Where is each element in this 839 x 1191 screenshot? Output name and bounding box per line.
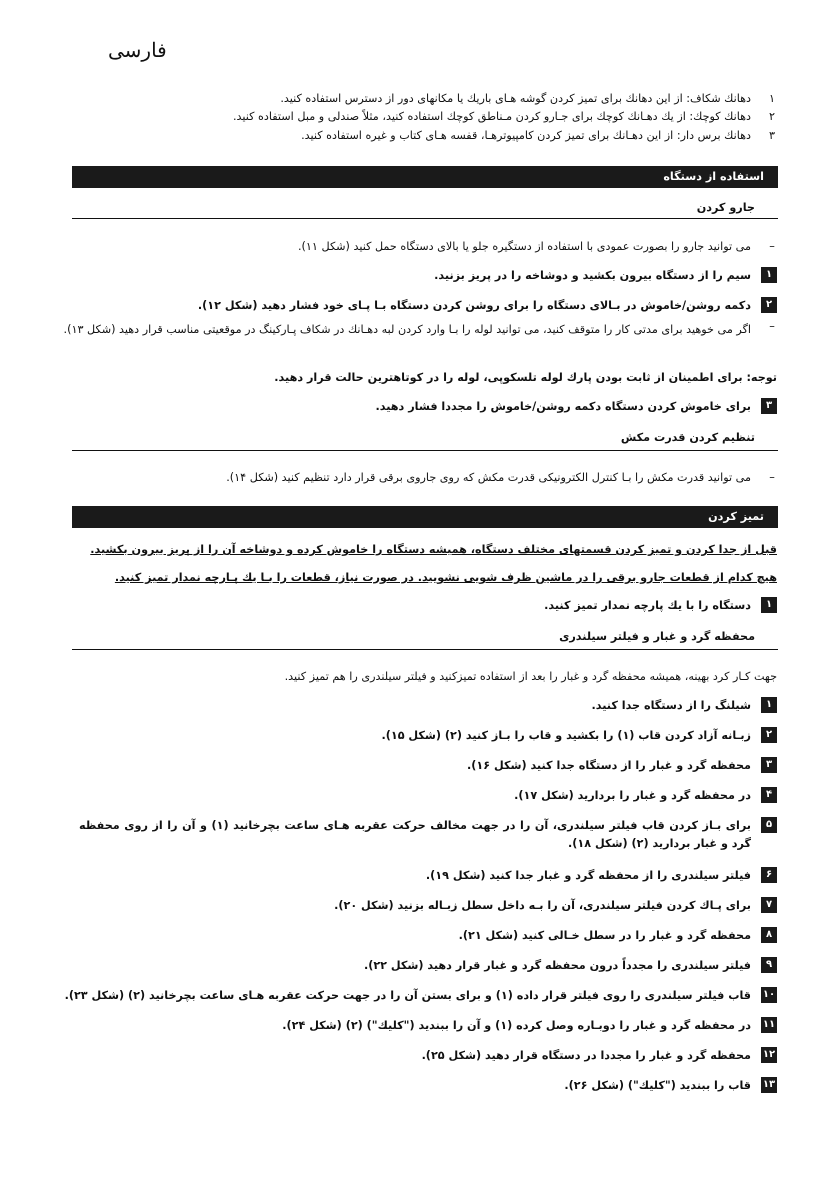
dash-marker: – xyxy=(769,320,775,333)
step-text: شیلنگ را از دستگاه جدا كنید. xyxy=(591,699,751,712)
step-text: در محفظه گرد و غبار را بردارید (شكل ۱۷). xyxy=(514,789,751,802)
step-number: ۱۱ xyxy=(761,1017,777,1033)
dash-marker: – xyxy=(769,471,775,484)
step-number: ۱۲ xyxy=(761,1047,777,1063)
step-text: فیلتر سیلندری را از محفظه گرد و غبار جدا كنید (شكل ۱۹). xyxy=(425,869,751,882)
section-title: تمیز کردن xyxy=(708,510,764,523)
section-title: استفاده از دستگاه xyxy=(663,170,764,183)
step-text: فیلتر سیلندری را مجدداً درون محفظه گرد و غبار قرار دهید (شكل ۲۲). xyxy=(363,959,751,972)
warning-text: هیچ کدام از قطعات جارو برقی را در ماشین ظرف شویی نشویید. در صورت نیاز، قطعات را بـا یك پـارچه نمدار تمیز كنید. xyxy=(114,571,777,584)
divider xyxy=(72,450,778,451)
list-marker: ۱ xyxy=(768,92,775,105)
step-text: قاب را ببندید ("كلیك") (شكل ۲۶). xyxy=(564,1079,751,1092)
subsection-title: محفظه گرد و غبار و فیلتر سیلندری xyxy=(559,630,755,643)
list-item: دهانك شكاف: از این دهانك برای تمیز كردن گوشه هـای باریك یا مكانهای دور از دسترس استفاده كنید. xyxy=(280,92,751,105)
step-number: ۲ xyxy=(761,297,777,313)
note-text: توجه: برای اطمینان از ثابت بودن پارك لوله تلسكوپی، لوله را در كوتاهترین حالت قرار دهید. xyxy=(274,371,777,384)
bullet-text: می توانید جارو را بصورت عمودی با استفاده از دستگیره جلو یا بالای دستگاه حمل كنید (شكل ۱۱). xyxy=(298,240,751,253)
step-number: ۶ xyxy=(761,867,777,883)
step-text: برای بـاز كردن قاب فیلتر سیلندری، آن را در جهت مخالف حركت عقربه هـای ساعت بچرخانید (۱) و آن را از روی محفظه گرد و غبار بردارید (۲) (شكل ۱۸). xyxy=(79,819,751,850)
step-text: در محفظه گرد و غبار را دوبـاره وصل كرده (۱) و آن را ببندید ("كلیك") (۲) (شكل ۲۴). xyxy=(282,1019,751,1032)
step-number: ۱۰ xyxy=(761,987,777,1003)
section-header-use xyxy=(72,166,778,188)
list-item: دهانك كوچك: از یك دهـانك كوچك برای جـارو كردن مـناطق كوچك استفاده كنید، مثلاً صندلی و مبل استفاده كنید. xyxy=(232,110,751,123)
warning-text: قبل از جدا کردن و تمیز کردن قسمتهای مختلف دستگاه، همیشه دستگاه را خاموش کرده و دوشاخه آن را از پریز بیرون بکشید. xyxy=(90,543,777,556)
step-number: ۸ xyxy=(761,927,777,943)
section-header-clean xyxy=(72,506,778,528)
step-text: دستگاه را با یك پارچه نمدار تمیز كنید. xyxy=(544,599,751,612)
divider xyxy=(72,649,778,650)
list-marker: ۳ xyxy=(768,129,775,142)
step-number: ۱ xyxy=(761,267,777,283)
step-number: ۱۳ xyxy=(761,1077,777,1093)
step-number: ۲ xyxy=(761,727,777,743)
subsection-title: تنظیم کردن قدرت مکش xyxy=(620,431,755,444)
step-text: سیم را از دستگاه بیرون بکشید و دوشاخه را در پریز بزنید. xyxy=(434,269,751,282)
subsection-title: جارو کردن xyxy=(696,201,755,214)
step-text: زبـانه آزاد كردن قاب (۱) را بكشید و قاب را بـاز كنید (۲) (شكل ۱۵). xyxy=(381,729,751,742)
list-item: دهانك برس دار: از این دهـانك برای تمیز كردن كامپیوترهـا، قفسه هـای كتاب و غیره استفاده كنید. xyxy=(301,129,751,142)
language-title: فارسی xyxy=(108,38,167,62)
step-number: ۴ xyxy=(761,787,777,803)
dash-marker: – xyxy=(769,240,775,253)
intro-text: جهت كـار كرد بهینه، همیشه محفظه گرد و غبار را بعد از استفاده تمیزكنید و فیلتر سیلندری را هم تمیز كنید. xyxy=(284,670,777,683)
step-number: ۳ xyxy=(761,398,777,414)
step-text: قاب فیلتر سیلندری را روی فیلتر قرار داده (۱) و برای بستن آن را در جهت حركت عقربه هـای ساعت بچرخانید (۲) (شكل ۲۳). xyxy=(64,989,751,1002)
bullet-text: اگر می خوهید برای مدتی كار را متوقف كنید، می توانید لوله را بـا وارد كردن لبه دهـانك در شكاف پـاركینگ در موقعیتی مناسب قرار دهید (شكل ۱۳). xyxy=(63,323,751,336)
step-text: محفظه گرد و غبار را مجددا در دستگاه قرار دهید (شكل ۲۵). xyxy=(421,1049,751,1062)
step-number: ۱ xyxy=(761,597,777,613)
step-number: ۷ xyxy=(761,897,777,913)
step-number: ۹ xyxy=(761,957,777,973)
step-number: ۱ xyxy=(761,697,777,713)
step-number: ۳ xyxy=(761,757,777,773)
step-text: برای خاموش كردن دستگاه دكمه روشن/خاموش را مجددا فشار دهید. xyxy=(375,400,751,413)
bullet-text: می توانید قدرت مکش را بـا کنترل الکترونیکی قدرت مکش که روی جاروی برقی قرار دارد تنظیم کنید (شکل ۱۴). xyxy=(226,471,751,484)
step-text: برای پـاك كردن فیلتر سیلندری، آن را بـه داخل سطل زبـاله بزنید (شكل ۲۰). xyxy=(334,899,751,912)
step-text: دکمه روشن/خاموش در بـالای دستگاه را برای روشن کردن دستگاه بـا پـای خود فشار دهید (شکل ۱۲). xyxy=(197,299,751,312)
step-text: محفظه گرد و غبار را در سطل خـالی كنید (شكل ۲۱). xyxy=(458,929,751,942)
step-number: ۵ xyxy=(761,817,777,833)
list-marker: ۲ xyxy=(768,110,775,123)
step-text: محفظه گرد و غبار را از دستگاه جدا كنید (شكل ۱۶). xyxy=(467,759,751,772)
divider xyxy=(72,218,778,219)
